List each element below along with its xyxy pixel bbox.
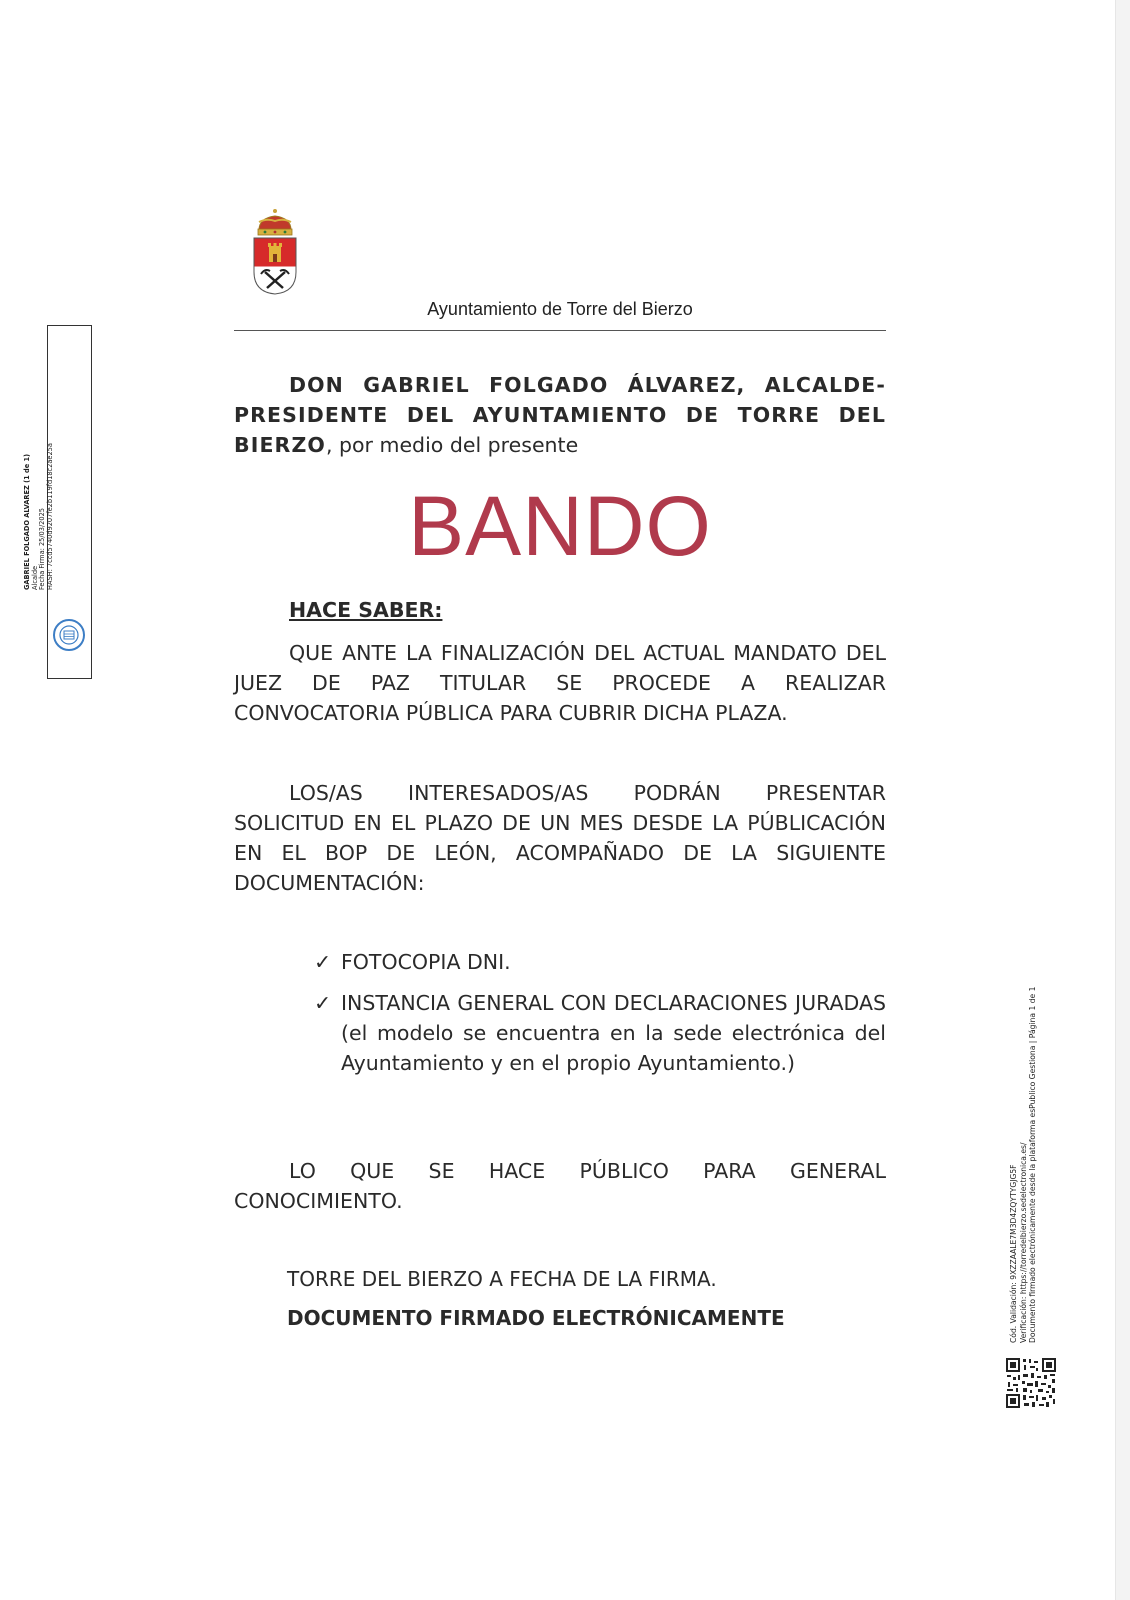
verification-note: Documento firmado electrónicamente desde la plataforma esPublico Gestiona | Página 1 de 1 [1028,986,1037,1343]
intro-rest: , por medio del presente [325,433,579,457]
signature-seal-icon [53,619,85,651]
check-icon: ✓ [314,991,332,1015]
paragraph-2: LOS/AS INTERESADOS/AS PODRÁN PRESENTAR SOLICITUD EN EL PLAZO DE UN MES DESDE LA PÚBLICACIÓN EN EL BOP DE LEÓN, ACOMPAÑADO DE LA SIGUIENTE DOCUMENTACIÓN: [234,781,886,895]
checklist-item [314,988,886,1078]
verification-code: Cód. Validación: 9XZZAALE7M3D4ZQYTYGJG5F [1009,1164,1018,1343]
checklist-item-text: FOTOCOPIA DNI. [341,950,511,974]
intro-bold: DON GABRIEL FOLGADO ÁLVAREZ, ALCALDE-PRESIDENTE DEL AYUNTAMIENTO DE TORRE DEL BIERZO [234,373,886,457]
check-icon: ✓ [314,950,332,974]
signature-hash: HASH: 7ccd5740d9207fe2b119fd18c2ae25a [45,443,54,590]
page-edge-shadow [1116,0,1130,1600]
institution-name: Ayuntamiento de Torre del Bierzo [427,299,693,319]
closing-paragraph: LO QUE SE HACE PÚBLICO PARA GENERAL CONOCIMIENTO. [234,1159,886,1213]
qr-code-icon [1005,1357,1057,1409]
signer-role: Alcalde [30,565,39,590]
signature-date: Fecha Firma: 25/03/2025 [38,508,46,590]
hace-saber-heading: HACE SABER: [289,598,443,622]
signature-stamp-text [24,443,54,590]
coat-of-arms-icon [251,208,299,296]
intro-paragraph [234,370,886,460]
paragraph-1: QUE ANTE LA FINALIZACIÓN DEL ACTUAL MANDATO DEL JUEZ DE PAZ TITULAR SE PROCEDE A REALIZAR CONVOCATORIA PÚBLICA PARA CUBRIR DICHA PLAZA. [234,641,886,725]
document-title: BANDO [408,479,712,573]
verification-url: Verificación: https://torredelbierzo.sedelectronica.es/ [1018,1142,1028,1343]
place-date: TORRE DEL BIERZO A FECHA DE LA FIRMA. [287,1267,717,1291]
verification-text [1009,987,1038,1343]
checklist-item [314,947,886,977]
signer-name: GABRIEL FOLGADO ALVAREZ (1 de 1) [23,453,31,590]
header-divider [234,330,886,331]
checklist-item-text: INSTANCIA GENERAL CON DECLARACIONES JURADAS (el modelo se encuentra en la sede electrónica del Ayuntamiento y en el propio Ayuntamiento.) [341,991,886,1075]
signed-note: DOCUMENTO FIRMADO ELECTRÓNICAMENTE [287,1306,785,1330]
